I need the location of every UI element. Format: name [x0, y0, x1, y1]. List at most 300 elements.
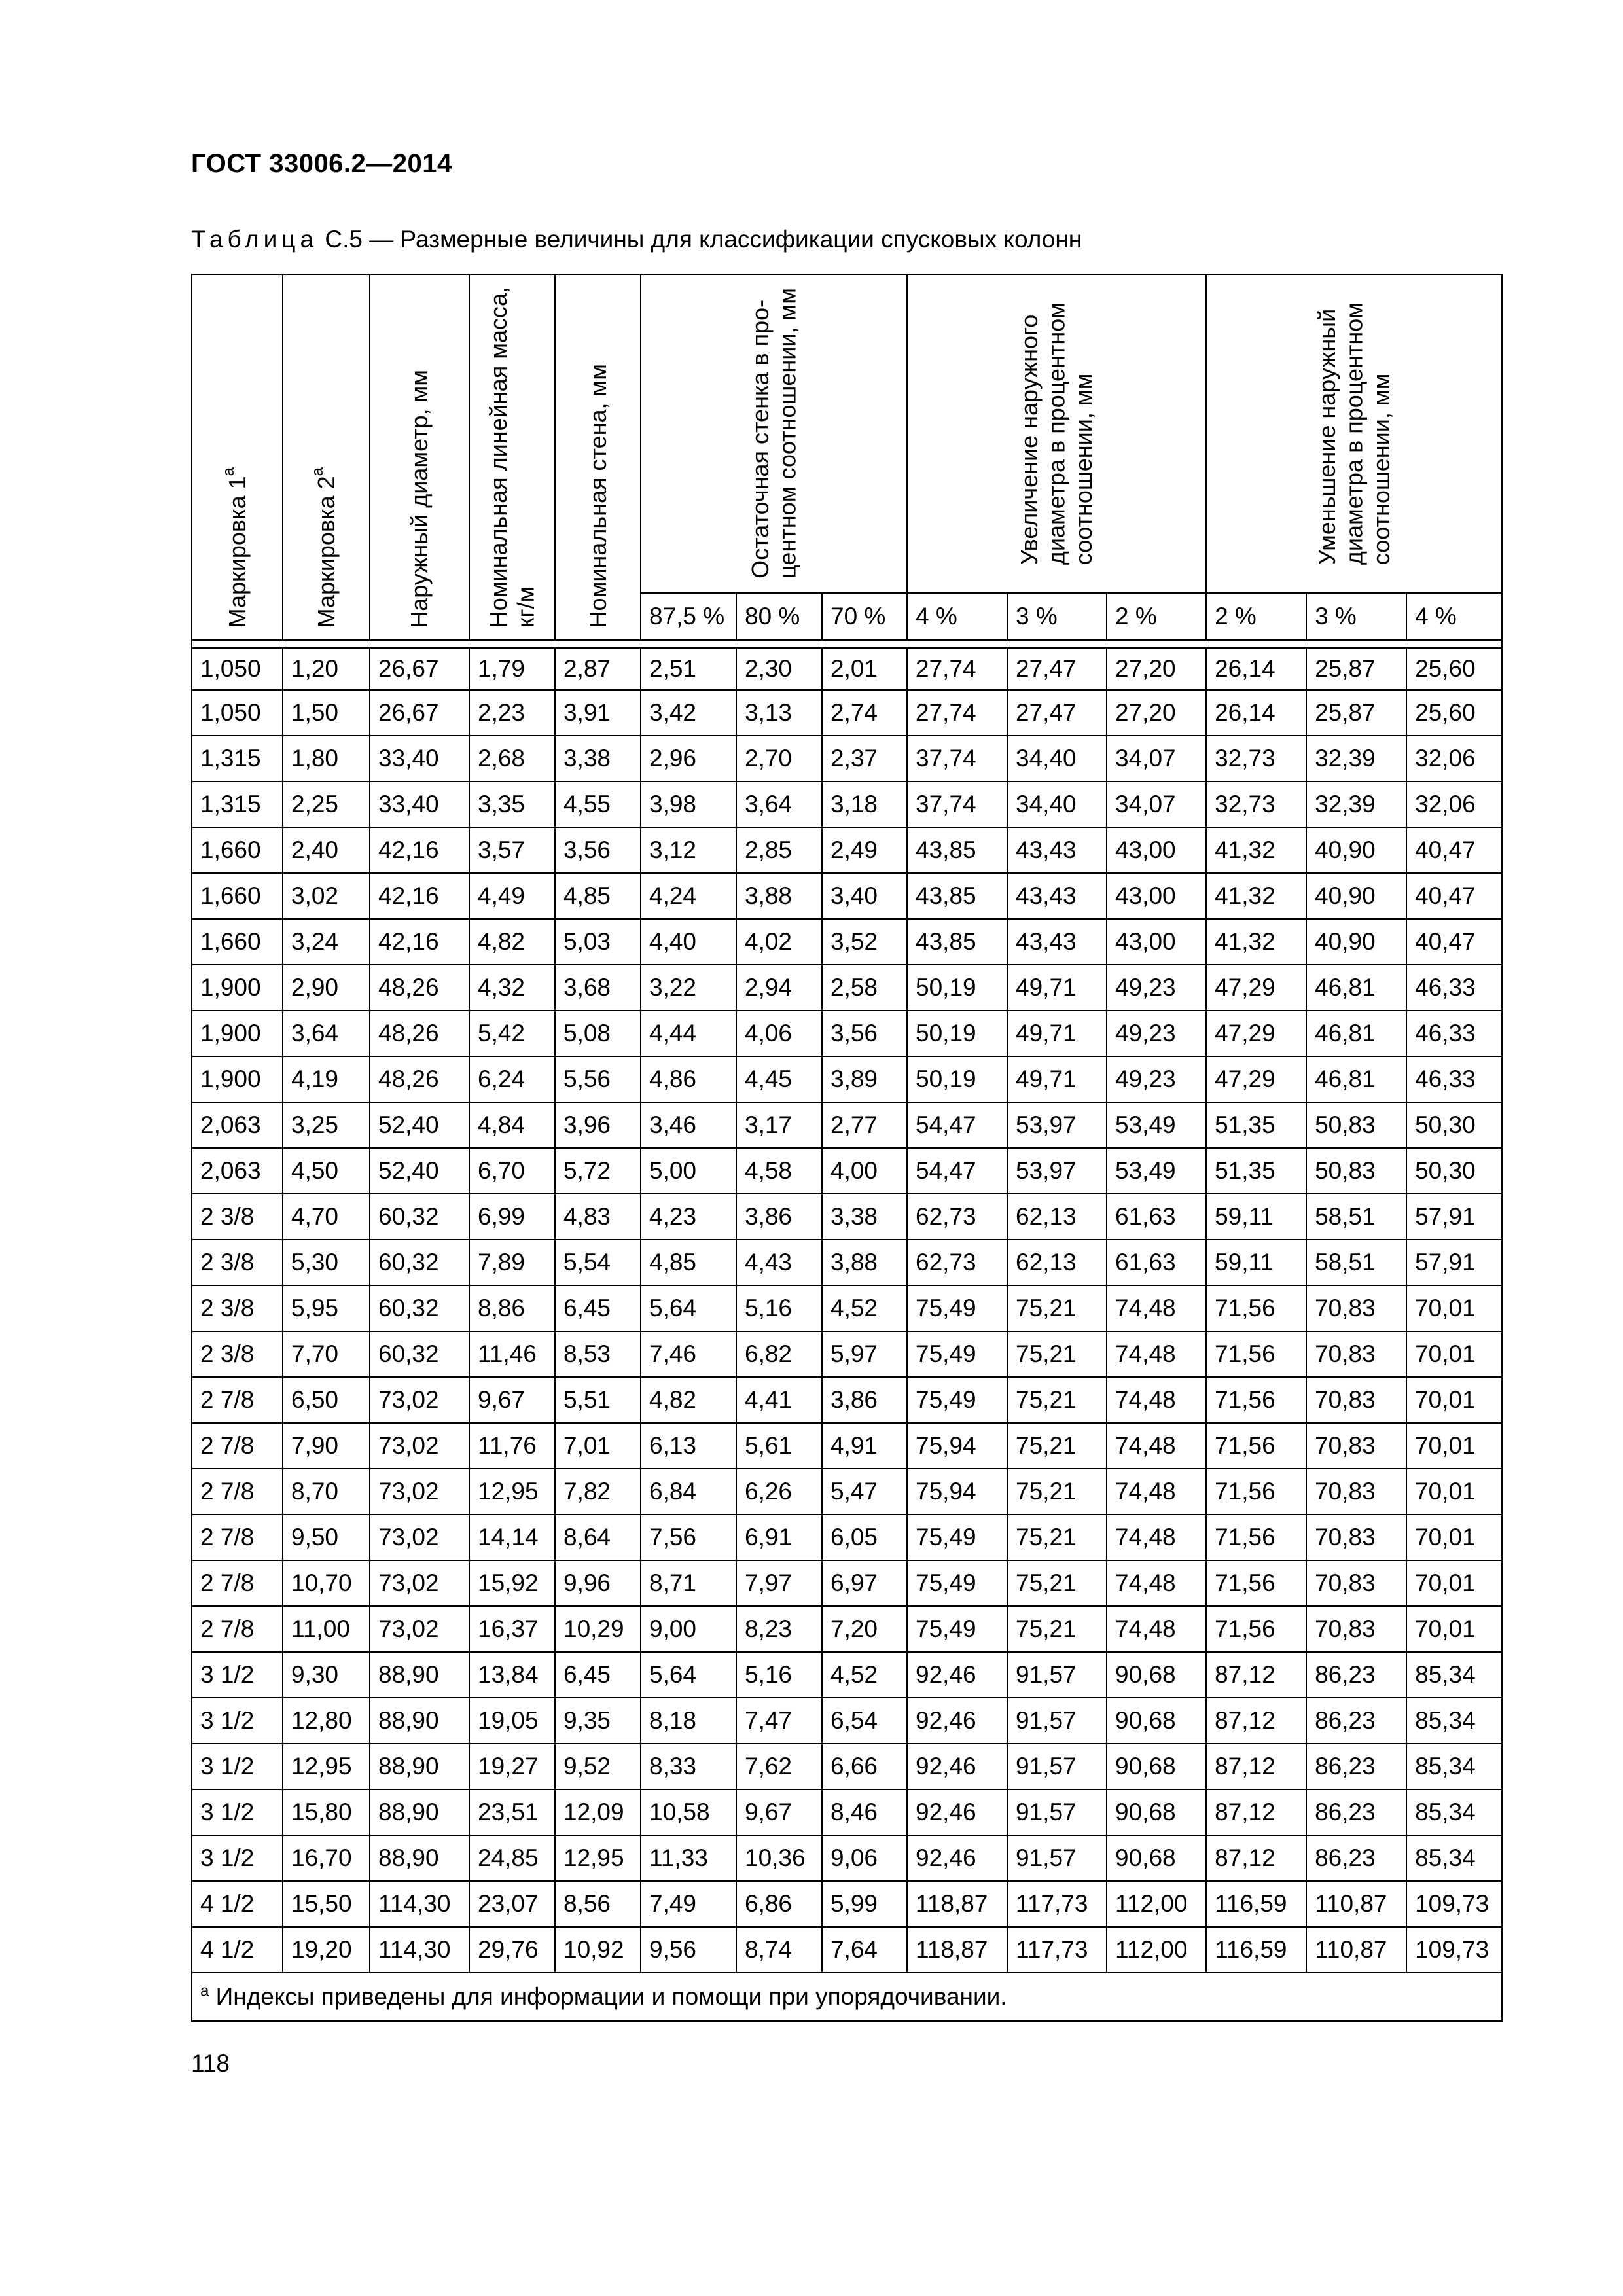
table-cell: 114,30 — [370, 1927, 469, 1973]
table-cell: 3,13 — [736, 690, 822, 736]
header-outer-diameter-label: Наружный диаметр, мм — [406, 369, 433, 628]
table-cell: 3,18 — [822, 781, 907, 827]
table-cell: 73,02 — [370, 1515, 469, 1560]
table-cell: 37,74 — [907, 781, 1007, 827]
table-cell: 91,57 — [1007, 1835, 1107, 1881]
table-cell: 60,32 — [370, 1285, 469, 1331]
table-cell: 1,20 — [283, 648, 370, 690]
table-cell: 23,51 — [469, 1789, 555, 1835]
table-cell: 70,01 — [1406, 1331, 1502, 1377]
table-cell: 118,87 — [907, 1927, 1007, 1973]
subheader-cell: 4 % — [907, 593, 1007, 641]
table-cell: 40,90 — [1306, 873, 1406, 919]
table-cell: 71,56 — [1206, 1560, 1306, 1606]
table-cell: 26,14 — [1206, 690, 1306, 736]
table-cell: 3,88 — [736, 873, 822, 919]
table-cell: 86,23 — [1306, 1789, 1406, 1835]
table-cell: 3,46 — [641, 1102, 736, 1148]
table-cell: 3,35 — [469, 781, 555, 827]
table-row — [192, 873, 1502, 919]
table-cell: 3 1/2 — [192, 1835, 283, 1881]
table-cell: 25,60 — [1406, 690, 1502, 736]
table-cell: 91,57 — [1007, 1698, 1107, 1744]
table-cell: 87,12 — [1206, 1652, 1306, 1698]
table-cell: 43,85 — [907, 873, 1007, 919]
table-cell: 7,64 — [822, 1927, 907, 1973]
table-cell: 19,20 — [283, 1927, 370, 1973]
table-cell: 50,83 — [1306, 1102, 1406, 1148]
table-cell: 43,43 — [1007, 919, 1107, 965]
table-cell: 75,49 — [907, 1560, 1007, 1606]
table-cell: 4,24 — [641, 873, 736, 919]
table-cell: 60,32 — [370, 1331, 469, 1377]
table-cell: 47,29 — [1206, 1056, 1306, 1102]
table-cell: 88,90 — [370, 1789, 469, 1835]
table-cell: 71,56 — [1206, 1469, 1306, 1515]
table-cell: 75,94 — [907, 1423, 1007, 1469]
table-cell: 2,58 — [822, 965, 907, 1011]
table-cell: 1,050 — [192, 648, 283, 690]
table-cell: 3,40 — [822, 873, 907, 919]
table-row — [192, 1011, 1502, 1056]
table-cell: 51,35 — [1206, 1148, 1306, 1194]
table-cell: 10,29 — [555, 1606, 641, 1652]
table-cell: 2 7/8 — [192, 1515, 283, 1560]
table-cell: 7,56 — [641, 1515, 736, 1560]
footnote-row — [192, 1973, 1502, 2021]
table-cell: 43,43 — [1007, 873, 1107, 919]
table-cell: 59,11 — [1206, 1240, 1306, 1285]
table-cell: 27,20 — [1107, 690, 1206, 736]
table-cell: 9,96 — [555, 1560, 641, 1606]
table-cell: 3,38 — [822, 1194, 907, 1240]
table-cell: 7,47 — [736, 1698, 822, 1744]
table-cell: 19,05 — [469, 1698, 555, 1744]
table-cell: 112,00 — [1107, 1881, 1206, 1927]
table-cell: 6,45 — [555, 1285, 641, 1331]
table-cell: 5,08 — [555, 1011, 641, 1056]
table-row — [192, 1194, 1502, 1240]
table-cell: 46,33 — [1406, 1056, 1502, 1102]
table-cell: 16,70 — [283, 1835, 370, 1881]
table-cell: 109,73 — [1406, 1881, 1502, 1927]
table-cell: 34,07 — [1107, 781, 1206, 827]
table-row — [192, 1927, 1502, 1973]
header-nominal-mass-label: Номинальная линейная масса, кг/м — [485, 287, 539, 628]
table-cell: 90,68 — [1107, 1835, 1206, 1881]
table-cell: 50,83 — [1306, 1148, 1406, 1194]
separator-cell — [192, 640, 1502, 648]
table-cell: 34,40 — [1007, 781, 1107, 827]
table-cell: 4,84 — [469, 1102, 555, 1148]
table-cell: 15,80 — [283, 1789, 370, 1835]
table-cell: 6,84 — [641, 1469, 736, 1515]
table-cell: 2,063 — [192, 1102, 283, 1148]
table-cell: 13,84 — [469, 1652, 555, 1698]
table-cell: 73,02 — [370, 1469, 469, 1515]
table-cell: 43,00 — [1107, 873, 1206, 919]
table-cell: 2 7/8 — [192, 1469, 283, 1515]
table-cell: 3,89 — [822, 1056, 907, 1102]
table-cell: 5,61 — [736, 1423, 822, 1469]
table-cell: 4,32 — [469, 965, 555, 1011]
table-cell: 57,91 — [1406, 1240, 1502, 1285]
table-cell: 3,56 — [555, 827, 641, 873]
table-cell: 15,92 — [469, 1560, 555, 1606]
table-cell: 61,63 — [1107, 1240, 1206, 1285]
table-cell: 70,01 — [1406, 1515, 1502, 1560]
footnote-mark: a — [200, 1982, 209, 2000]
table-row — [192, 1881, 1502, 1927]
table-cell: 50,30 — [1406, 1102, 1502, 1148]
table-cell: 4,82 — [641, 1377, 736, 1423]
table-cell: 2 3/8 — [192, 1240, 283, 1285]
table-cell: 26,67 — [370, 648, 469, 690]
table-cell: 3,42 — [641, 690, 736, 736]
table-cell: 4,52 — [822, 1652, 907, 1698]
table-cell: 6,82 — [736, 1331, 822, 1377]
table-cell: 3,56 — [822, 1011, 907, 1056]
table-cell: 62,13 — [1007, 1194, 1107, 1240]
table-cell: 3,86 — [822, 1377, 907, 1423]
table-cell: 50,19 — [907, 1056, 1007, 1102]
table-cell: 9,67 — [736, 1789, 822, 1835]
table-cell: 70,83 — [1306, 1606, 1406, 1652]
table-cell: 5,47 — [822, 1469, 907, 1515]
table-cell: 4,58 — [736, 1148, 822, 1194]
table-cell: 12,09 — [555, 1789, 641, 1835]
table-cell: 41,32 — [1206, 919, 1306, 965]
table-cell: 4,70 — [283, 1194, 370, 1240]
table-cell: 8,56 — [555, 1881, 641, 1927]
table-cell: 70,01 — [1406, 1377, 1502, 1423]
table-cell: 26,67 — [370, 690, 469, 736]
table-row — [192, 1102, 1502, 1148]
table-cell: 32,73 — [1206, 781, 1306, 827]
caption-prefix: Таблица — [191, 226, 319, 253]
table-cell: 75,21 — [1007, 1423, 1107, 1469]
table-cell: 2,94 — [736, 965, 822, 1011]
table-row — [192, 736, 1502, 781]
table-cell: 74,48 — [1107, 1285, 1206, 1331]
table-row — [192, 919, 1502, 965]
table-cell: 40,90 — [1306, 827, 1406, 873]
table-cell: 70,83 — [1306, 1515, 1406, 1560]
table-cell: 9,06 — [822, 1835, 907, 1881]
table-cell: 2,77 — [822, 1102, 907, 1148]
table-cell: 7,90 — [283, 1423, 370, 1469]
table-cell: 114,30 — [370, 1881, 469, 1927]
table-cell: 34,40 — [1007, 736, 1107, 781]
table-cell: 73,02 — [370, 1423, 469, 1469]
table-cell: 2,063 — [192, 1148, 283, 1194]
table-cell: 6,99 — [469, 1194, 555, 1240]
table-cell: 3 1/2 — [192, 1652, 283, 1698]
header-residual-wall-label: Остаточная стенка в про- центном соотношении, мм — [747, 288, 801, 579]
table-cell: 91,57 — [1007, 1652, 1107, 1698]
table-cell: 5,16 — [736, 1285, 822, 1331]
table-cell: 34,07 — [1107, 736, 1206, 781]
header-residual-wall — [641, 274, 907, 593]
table-cell: 5,00 — [641, 1148, 736, 1194]
table-cell: 75,49 — [907, 1331, 1007, 1377]
header-increase-label: Увеличение наружного диаметра в процентном соотношении, мм — [1016, 302, 1097, 565]
table-cell: 2,49 — [822, 827, 907, 873]
table-cell: 8,53 — [555, 1331, 641, 1377]
table-cell: 49,71 — [1007, 1056, 1107, 1102]
table-cell: 27,47 — [1007, 648, 1107, 690]
table-cell: 3,17 — [736, 1102, 822, 1148]
table-row — [192, 1240, 1502, 1285]
table-cell: 112,00 — [1107, 1927, 1206, 1973]
page-number: 118 — [191, 2050, 230, 2077]
table-cell: 48,26 — [370, 965, 469, 1011]
table-cell: 2,74 — [822, 690, 907, 736]
table-cell: 27,74 — [907, 648, 1007, 690]
table-cell: 3,64 — [283, 1011, 370, 1056]
table-cell: 4,85 — [641, 1240, 736, 1285]
table-cell: 49,71 — [1007, 1011, 1107, 1056]
table-cell: 3,91 — [555, 690, 641, 736]
table-cell: 1,315 — [192, 781, 283, 827]
table-cell: 90,68 — [1107, 1789, 1206, 1835]
table-cell: 6,26 — [736, 1469, 822, 1515]
table-cell: 1,660 — [192, 827, 283, 873]
table-row — [192, 1744, 1502, 1789]
table-cell: 8,86 — [469, 1285, 555, 1331]
table-cell: 7,62 — [736, 1744, 822, 1789]
table-cell: 50,30 — [1406, 1148, 1502, 1194]
header-separator — [192, 640, 1502, 648]
table-cell: 2,85 — [736, 827, 822, 873]
table-cell: 6,91 — [736, 1515, 822, 1560]
table-cell: 53,49 — [1107, 1102, 1206, 1148]
table-cell: 58,51 — [1306, 1240, 1406, 1285]
table-cell: 11,76 — [469, 1423, 555, 1469]
table-cell: 4,85 — [555, 873, 641, 919]
document-code: ГОСТ 33006.2—2014 — [191, 149, 452, 178]
table-cell: 42,16 — [370, 827, 469, 873]
table-cell: 32,06 — [1406, 781, 1502, 827]
table-cell: 5,30 — [283, 1240, 370, 1285]
table-cell: 71,56 — [1206, 1423, 1306, 1469]
table-cell: 6,70 — [469, 1148, 555, 1194]
table-cell: 6,86 — [736, 1881, 822, 1927]
table-cell: 75,94 — [907, 1469, 1007, 1515]
table-cell: 62,73 — [907, 1194, 1007, 1240]
table-cell: 5,54 — [555, 1240, 641, 1285]
table-cell: 37,74 — [907, 736, 1007, 781]
table-cell: 32,39 — [1306, 736, 1406, 781]
table-cell: 3,96 — [555, 1102, 641, 1148]
table-cell: 4,52 — [822, 1285, 907, 1331]
table-cell: 47,29 — [1206, 1011, 1306, 1056]
table-cell: 27,74 — [907, 690, 1007, 736]
table-cell: 12,95 — [283, 1744, 370, 1789]
table-cell: 4,43 — [736, 1240, 822, 1285]
table-cell: 10,58 — [641, 1789, 736, 1835]
table-cell: 75,21 — [1007, 1285, 1107, 1331]
table-cell: 43,85 — [907, 827, 1007, 873]
table-cell: 60,32 — [370, 1194, 469, 1240]
table-cell: 75,21 — [1007, 1377, 1107, 1423]
footnote — [192, 1973, 1502, 2021]
table-cell: 70,83 — [1306, 1285, 1406, 1331]
table-cell: 92,46 — [907, 1698, 1007, 1744]
table-cell: 11,46 — [469, 1331, 555, 1377]
table-cell: 61,63 — [1107, 1194, 1206, 1240]
table-cell: 2 3/8 — [192, 1331, 283, 1377]
header-nominal-mass — [469, 274, 555, 640]
table-cell: 46,33 — [1406, 1011, 1502, 1056]
table-cell: 14,14 — [469, 1515, 555, 1560]
table-cell: 73,02 — [370, 1377, 469, 1423]
table-cell: 26,14 — [1206, 648, 1306, 690]
table-row — [192, 1835, 1502, 1881]
table-cell: 12,95 — [469, 1469, 555, 1515]
table-cell: 47,29 — [1206, 965, 1306, 1011]
table-cell: 32,06 — [1406, 736, 1502, 781]
table-cell: 9,30 — [283, 1652, 370, 1698]
header-decrease — [1206, 274, 1502, 593]
table-cell: 75,21 — [1007, 1469, 1107, 1515]
table-cell: 2,96 — [641, 736, 736, 781]
table-cell: 16,37 — [469, 1606, 555, 1652]
table-cell: 10,70 — [283, 1560, 370, 1606]
table-cell: 49,23 — [1107, 965, 1206, 1011]
header-marking2 — [283, 274, 370, 640]
table-cell: 27,47 — [1007, 690, 1107, 736]
table-cell: 1,660 — [192, 919, 283, 965]
table-cell: 5,42 — [469, 1011, 555, 1056]
table-cell: 8,23 — [736, 1606, 822, 1652]
table-cell: 5,64 — [641, 1652, 736, 1698]
table-cell: 25,87 — [1306, 648, 1406, 690]
table-cell: 4,82 — [469, 919, 555, 965]
table-cell: 6,66 — [822, 1744, 907, 1789]
table-cell: 5,72 — [555, 1148, 641, 1194]
table-cell: 75,49 — [907, 1285, 1007, 1331]
table-cell: 9,50 — [283, 1515, 370, 1560]
table-cell: 75,49 — [907, 1515, 1007, 1560]
table-cell: 7,46 — [641, 1331, 736, 1377]
table-cell: 42,16 — [370, 873, 469, 919]
table-cell: 85,34 — [1406, 1789, 1502, 1835]
table-cell: 71,56 — [1206, 1515, 1306, 1560]
table-cell: 5,03 — [555, 919, 641, 965]
table-cell: 50,19 — [907, 965, 1007, 1011]
table-cell: 23,07 — [469, 1881, 555, 1927]
table-cell: 5,51 — [555, 1377, 641, 1423]
table-cell: 110,87 — [1306, 1927, 1406, 1973]
table-cell: 3,68 — [555, 965, 641, 1011]
table-cell: 5,95 — [283, 1285, 370, 1331]
header-nominal-wall-label: Номинальная стена, мм — [584, 363, 611, 628]
table-cell: 46,81 — [1306, 1011, 1406, 1056]
table-cell: 19,27 — [469, 1744, 555, 1789]
table-cell: 88,90 — [370, 1652, 469, 1698]
table-cell: 70,83 — [1306, 1469, 1406, 1515]
table-cell: 54,47 — [907, 1102, 1007, 1148]
table-cell: 10,92 — [555, 1927, 641, 1973]
table-cell: 7,01 — [555, 1423, 641, 1469]
table-cell: 2 3/8 — [192, 1194, 283, 1240]
table-cell: 3 1/2 — [192, 1789, 283, 1835]
table-cell: 8,70 — [283, 1469, 370, 1515]
table-cell: 3,22 — [641, 965, 736, 1011]
table-cell: 6,24 — [469, 1056, 555, 1102]
table-cell: 110,87 — [1306, 1881, 1406, 1927]
table-cell: 4,55 — [555, 781, 641, 827]
table-cell: 29,76 — [469, 1927, 555, 1973]
table-cell: 3,38 — [555, 736, 641, 781]
subheader-cell: 4 % — [1406, 593, 1502, 641]
table-cell: 1,660 — [192, 873, 283, 919]
header-marking1-label: Маркировка 1 — [223, 476, 251, 628]
table-cell: 1,79 — [469, 648, 555, 690]
table-cell: 109,73 — [1406, 1927, 1502, 1973]
table-cell: 24,85 — [469, 1835, 555, 1881]
table-cell: 2,87 — [555, 648, 641, 690]
table-cell: 86,23 — [1306, 1835, 1406, 1881]
table-cell: 43,00 — [1107, 919, 1206, 965]
table-cell: 1,900 — [192, 965, 283, 1011]
table-cell: 2,37 — [822, 736, 907, 781]
table-row — [192, 1698, 1502, 1744]
table-row — [192, 1560, 1502, 1606]
table-cell: 49,71 — [1007, 965, 1107, 1011]
table-cell: 4,91 — [822, 1423, 907, 1469]
table-cell: 4 1/2 — [192, 1881, 283, 1927]
table-cell: 1,80 — [283, 736, 370, 781]
table-cell: 41,32 — [1206, 873, 1306, 919]
table-cell: 46,81 — [1306, 965, 1406, 1011]
table-row — [192, 827, 1502, 873]
table-cell: 9,67 — [469, 1377, 555, 1423]
table-cell: 1,900 — [192, 1056, 283, 1102]
table-cell: 4,86 — [641, 1056, 736, 1102]
table-cell: 70,01 — [1406, 1560, 1502, 1606]
table-row — [192, 1148, 1502, 1194]
table-cell: 70,83 — [1306, 1331, 1406, 1377]
table-cell: 11,33 — [641, 1835, 736, 1881]
table-cell: 4,83 — [555, 1194, 641, 1240]
table-cell: 118,87 — [907, 1881, 1007, 1927]
table-cell: 3,25 — [283, 1102, 370, 1148]
table-cell: 49,23 — [1107, 1056, 1206, 1102]
header-marking1-sup: a — [219, 467, 238, 476]
subheader-cell: 70 % — [822, 593, 907, 641]
table-cell: 86,23 — [1306, 1744, 1406, 1789]
table-cell: 90,68 — [1107, 1744, 1206, 1789]
table-cell: 73,02 — [370, 1560, 469, 1606]
table-cell: 87,12 — [1206, 1698, 1306, 1744]
table-cell: 7,82 — [555, 1469, 641, 1515]
table-cell: 49,23 — [1107, 1011, 1206, 1056]
table-cell: 92,46 — [907, 1789, 1007, 1835]
table-cell: 2 7/8 — [192, 1606, 283, 1652]
table-cell: 86,23 — [1306, 1652, 1406, 1698]
table-cell: 91,57 — [1007, 1789, 1107, 1835]
table-cell: 15,50 — [283, 1881, 370, 1927]
table-cell: 4,23 — [641, 1194, 736, 1240]
header-decrease-label: Уменьшение наружный диаметра в процентном соотношении, мм — [1313, 302, 1395, 565]
table-cell: 87,12 — [1206, 1789, 1306, 1835]
table-cell: 74,48 — [1107, 1560, 1206, 1606]
table-cell: 70,01 — [1406, 1423, 1502, 1469]
table-cell: 7,49 — [641, 1881, 736, 1927]
table-cell: 2 7/8 — [192, 1423, 283, 1469]
